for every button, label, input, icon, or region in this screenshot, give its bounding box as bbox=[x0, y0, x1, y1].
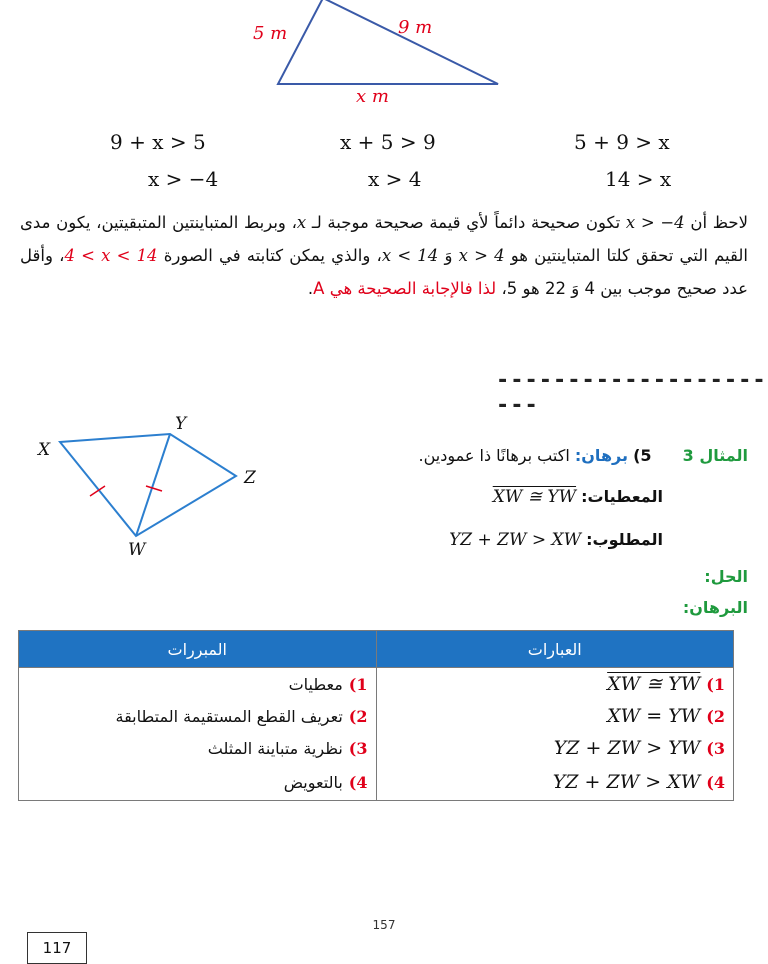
inequality-4: x > −4 bbox=[148, 167, 219, 191]
inequality-1: 9 + x > 5 bbox=[110, 130, 206, 154]
vertex-y: Y bbox=[175, 414, 187, 434]
explanation-paragraph: لاحظ أن x > −4 تكون صحيحة دائماً لأي قيمة صحيحة موجبة لـ x، وبربط المتباينتين المتبقيتين، يكون مدى القيم التي تحقق كلتا المتباينتين هو x > 4 وَ x < 14، والذي يمكن كتابته في الصورة 4 < x < 14، وأقل عدد صحيح موجب بين 4 وَ 22 هو 5، لذا فالإجابة الصحيحة هي A. bbox=[20, 213, 748, 298]
side-label-left: 5 m bbox=[253, 23, 288, 44]
task-text: اكتب برهانًا ذا عمودين. bbox=[418, 446, 570, 465]
table-row: 4)YZ + ZW > XW 4)بالتعويض bbox=[19, 764, 734, 801]
proof-label: البرهان: bbox=[682, 598, 748, 617]
page-number: 157 bbox=[372, 918, 396, 932]
given-value: XW ≅ YW bbox=[492, 487, 577, 507]
vertex-z: Z bbox=[244, 468, 256, 488]
header-statements: العبارات bbox=[376, 631, 734, 668]
header-reasons: المبررات bbox=[19, 631, 377, 668]
page-box: 117 bbox=[27, 932, 87, 964]
quadrilateral-figure bbox=[30, 410, 270, 560]
table-row: 3)YZ + ZW > YW 3)نظرية متباينة المثلث bbox=[19, 732, 734, 764]
inequality-6: 14 > x bbox=[605, 167, 672, 191]
example-header bbox=[419, 446, 748, 465]
given-label: المعطيات: bbox=[581, 487, 663, 506]
prove-value: YZ + ZW > XW bbox=[449, 530, 582, 550]
vertex-x: X bbox=[38, 440, 51, 460]
inequality-5: x > 4 bbox=[368, 167, 422, 191]
proof-table bbox=[18, 630, 734, 801]
topic-label: برهان: bbox=[574, 446, 628, 465]
example-label: المثال 3 bbox=[682, 446, 748, 465]
side-label-right: 9 m bbox=[398, 17, 433, 38]
table-row: 1)XW ≅ YW 1)معطيات bbox=[19, 668, 734, 701]
inequality-3: 5 + 9 > x bbox=[574, 130, 670, 154]
side-label-bottom: x m bbox=[356, 86, 389, 107]
inequality-2: x + 5 > 9 bbox=[340, 130, 436, 154]
section-divider: ---------------------- bbox=[496, 368, 767, 418]
prove-line bbox=[449, 530, 663, 550]
table-row: 2)XW = YW 2)تعريف القطع المستقيمة المتطابقة bbox=[19, 700, 734, 732]
vertex-w: W bbox=[128, 540, 146, 560]
prove-label: المطلوب: bbox=[586, 530, 663, 549]
problem-number: 5) bbox=[633, 446, 652, 465]
solution-label: الحل: bbox=[704, 567, 748, 586]
given-line bbox=[493, 487, 663, 507]
